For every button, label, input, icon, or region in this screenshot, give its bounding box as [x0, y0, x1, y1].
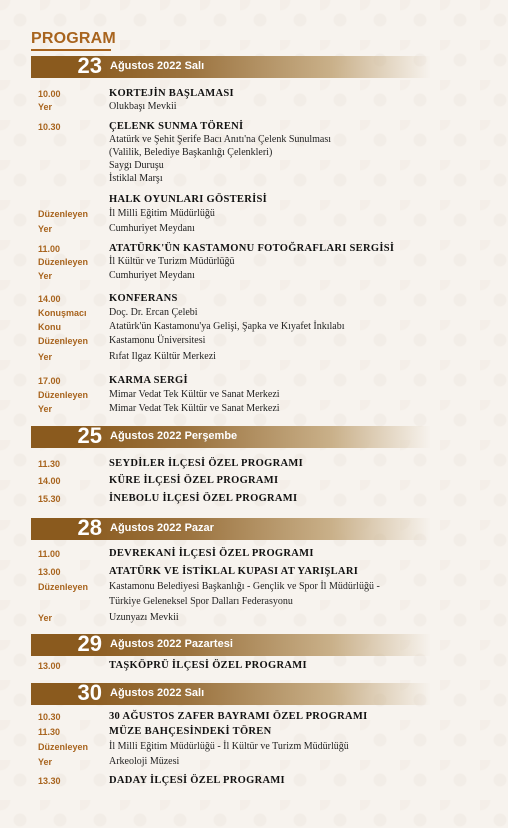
program-row — [0, 581, 508, 594]
day-header-29 — [31, 631, 431, 656]
row-text: İNEBOLU İLÇESİ ÖZEL PROGRAMI — [109, 493, 298, 504]
day-number: 29 — [77, 631, 102, 656]
row-label: Yer — [38, 224, 53, 234]
row-text: KONFERANS — [109, 293, 178, 304]
row-label: 14.00 — [38, 476, 61, 486]
row-label: 11.30 — [38, 459, 61, 469]
row-text: (Valilik, Belediye Başkanlığı Çelenkleri) — [109, 147, 273, 158]
program-row — [0, 375, 508, 388]
row-text: Atatürk'ün Kastamonu'ya Gelişi, Şapka ve Kıyafet İnkılabı — [109, 321, 345, 332]
row-label: 11.00 — [38, 244, 61, 254]
row-label: 17.00 — [38, 376, 61, 386]
program-row — [0, 351, 508, 364]
program-row — [0, 775, 508, 788]
row-label: 13.30 — [38, 776, 61, 786]
row-label: Konuşmacı — [38, 308, 87, 318]
program-row — [0, 321, 508, 334]
program-row — [0, 475, 508, 488]
row-label: Düzenleyen — [38, 257, 89, 267]
program-title: PROGRAM — [31, 30, 116, 47]
row-label: Yer — [38, 102, 53, 112]
row-text: İl Milli Eğitim Müdürlüğü — [109, 208, 215, 219]
program-row — [0, 403, 508, 416]
row-text: MÜZE BAHÇESİNDEKİ TÖREN — [109, 726, 272, 737]
row-text: Arkeoloji Müzesi — [109, 756, 180, 767]
row-text: ATATÜRK VE İSTİKLAL KUPASI AT YARIŞLARI — [109, 566, 359, 577]
day-header-25 — [31, 423, 431, 448]
row-text: DEVREKANİ İLÇESİ ÖZEL PROGRAMI — [109, 548, 314, 559]
row-label: 11.00 — [38, 549, 61, 559]
row-label: 13.00 — [38, 661, 61, 671]
program-row — [0, 389, 508, 402]
day-label: Ağustos 2022 Perşembe — [110, 430, 238, 442]
program-row — [0, 493, 508, 506]
program-row — [0, 256, 508, 269]
row-text: KORTEJİN BAŞLAMASI — [109, 88, 234, 99]
program-row — [0, 741, 508, 754]
program-row — [0, 147, 508, 160]
program-row — [0, 121, 508, 134]
day-number: 23 — [77, 53, 102, 78]
day-header-23 — [31, 53, 431, 78]
row-text: İstiklal Marşı — [109, 173, 163, 184]
row-text: KÜRE İLÇESİ ÖZEL PROGRAMI — [109, 475, 279, 486]
program-row — [0, 596, 508, 609]
day-label: Ağustos 2022 Salı — [110, 60, 205, 72]
day-number: 25 — [77, 423, 102, 448]
row-label: 10.00 — [38, 89, 61, 99]
row-label: Düzenleyen — [38, 390, 89, 400]
row-text: KARMA SERGİ — [109, 375, 188, 386]
day-label: Ağustos 2022 Salı — [110, 687, 205, 699]
row-label: 10.30 — [38, 712, 61, 722]
row-label: Yer — [38, 271, 53, 281]
program-row — [0, 134, 508, 147]
row-label: Yer — [38, 352, 53, 362]
program-row — [0, 293, 508, 306]
row-label: 10.30 — [38, 122, 61, 132]
row-label: Düzenleyen — [38, 336, 89, 346]
row-text: Rıfat Ilgaz Kültür Merkezi — [109, 351, 216, 362]
row-text: Uzunyazı Mevkii — [109, 612, 179, 623]
day-header-28 — [31, 515, 431, 540]
day-number: 30 — [77, 680, 102, 705]
row-text: İl Kültür ve Turizm Müdürlüğü — [109, 256, 235, 267]
program-row — [0, 612, 508, 625]
row-label: 14.00 — [38, 294, 61, 304]
row-label: 11.30 — [38, 727, 61, 737]
row-text: Saygı Duruşu — [109, 160, 164, 171]
title-underline — [31, 49, 111, 51]
row-text: ÇELENK SUNMA TÖRENİ — [109, 121, 244, 132]
row-text: Türkiye Geleneksel Spor Dalları Federasyonu — [109, 596, 293, 607]
row-label: Yer — [38, 613, 53, 623]
row-text: Kastamonu Belediyesi Başkanlığı - Gençlik ve Spor İl Müdürlüğü - — [109, 581, 380, 592]
day-label: Ağustos 2022 Pazartesi — [110, 638, 233, 650]
row-text: Doç. Dr. Ercan Çelebi — [109, 307, 198, 318]
program-row — [0, 660, 508, 673]
program-row — [0, 307, 508, 320]
row-text: Cumhuriyet Meydanı — [109, 223, 195, 234]
row-text: DADAY İLÇESİ ÖZEL PROGRAMI — [109, 775, 285, 786]
row-text: Mimar Vedat Tek Kültür ve Sanat Merkezi — [109, 389, 280, 400]
row-text: 30 AĞUSTOS ZAFER BAYRAMI ÖZEL PROGRAMI — [109, 711, 368, 722]
row-text: İl Milli Eğitim Müdürlüğü - İl Kültür ve Turizm Müdürlüğü — [109, 741, 349, 752]
row-text: Olukbaşı Mevkii — [109, 101, 177, 112]
program-row — [0, 458, 508, 471]
row-text: TAŞKÖPRÜ İLÇESİ ÖZEL PROGRAMI — [109, 660, 307, 671]
row-text: SEYDİLER İLÇESİ ÖZEL PROGRAMI — [109, 458, 303, 469]
program-row — [0, 711, 508, 724]
row-label: Yer — [38, 404, 53, 414]
row-label: 13.00 — [38, 567, 61, 577]
program-row — [0, 243, 508, 256]
program-row — [0, 548, 508, 561]
program-row — [0, 270, 508, 283]
program-row — [0, 194, 508, 207]
program-row — [0, 173, 508, 186]
row-label: Yer — [38, 757, 53, 767]
row-label: Düzenleyen — [38, 209, 89, 219]
program-row — [0, 101, 508, 114]
row-text: Kastamonu Üniversitesi — [109, 335, 206, 346]
row-label: Konu — [38, 322, 61, 332]
row-text: HALK OYUNLARI GÖSTERİSİ — [109, 194, 268, 205]
row-text: Atatürk ve Şehit Şerife Bacı Anıtı'na Çelenk Sunulması — [109, 134, 332, 145]
program-row — [0, 335, 508, 348]
program-row — [0, 223, 508, 236]
program-row — [0, 208, 508, 221]
row-text: ATATÜRK'ÜN KASTAMONU FOTOĞRAFLARI SERGİSİ — [109, 243, 395, 254]
program-row — [0, 726, 508, 739]
day-number: 28 — [77, 515, 102, 540]
program-row — [0, 88, 508, 101]
program-row — [0, 566, 508, 579]
row-label: Düzenleyen — [38, 582, 89, 592]
day-header-30 — [31, 680, 431, 705]
day-label: Ağustos 2022 Pazar — [110, 522, 214, 534]
row-label: Düzenleyen — [38, 742, 89, 752]
program-row — [0, 756, 508, 769]
row-text: Mimar Vedat Tek Kültür ve Sanat Merkezi — [109, 403, 280, 414]
row-text: Cumhuriyet Meydanı — [109, 270, 195, 281]
program-row — [0, 160, 508, 173]
row-label: 15.30 — [38, 494, 61, 504]
